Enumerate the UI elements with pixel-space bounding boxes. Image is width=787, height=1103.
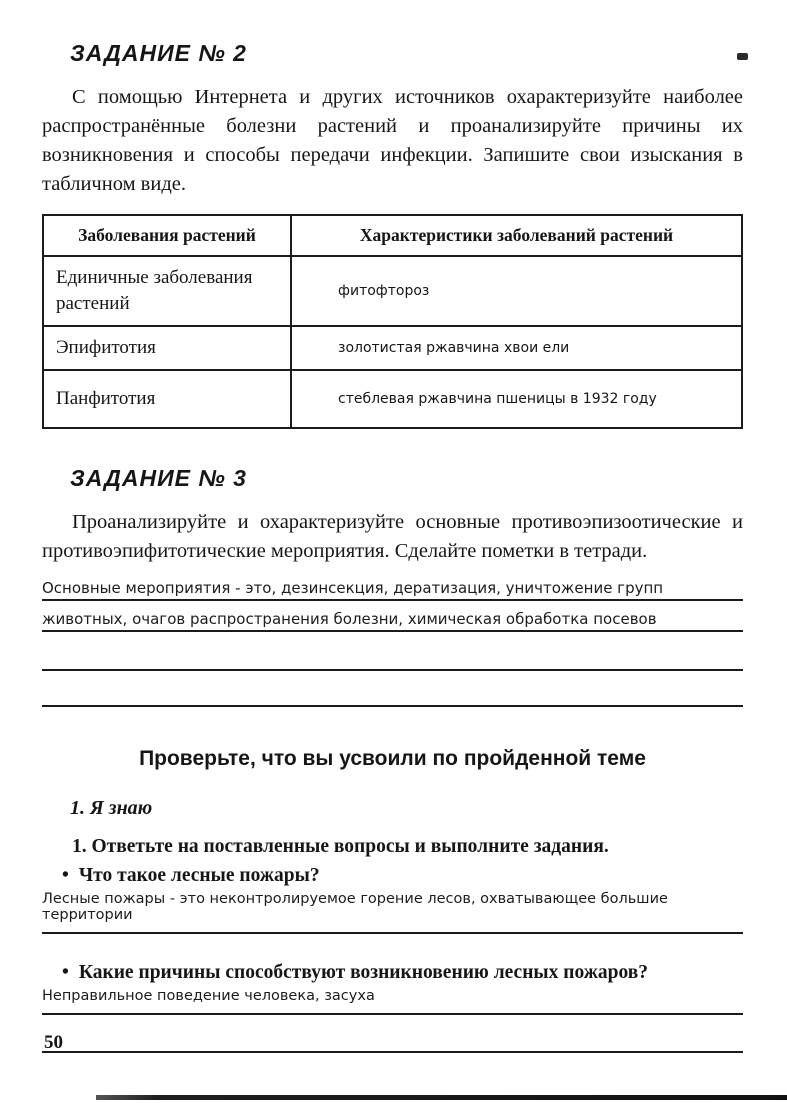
disease-term: Панфитотия xyxy=(43,370,291,428)
question-2-text: Какие причины способствуют возникновению лесных пожаров? xyxy=(78,962,649,983)
task2-heading: ЗАДАНИЕ № 2 xyxy=(70,40,247,66)
disease-term: Единичные заболевания растений xyxy=(43,256,291,326)
col-header-diseases: Заболевания растений xyxy=(43,215,291,256)
i-know-subheading: 1. Я знаю xyxy=(70,797,153,819)
bullet-icon: • xyxy=(62,962,69,983)
question-1 xyxy=(42,865,743,887)
review-instruction: 1. Ответьте на поставленные вопросы и выполните задания. xyxy=(72,836,609,857)
task2-intro-paragraph: С помощью Интернета и других источников охарактеризуйте наиболее распространённые болезни растений и проанализируйте причины их возникновения и способы передачи инфекции. Запишите свои изыскания в табличном виде. xyxy=(42,86,743,195)
plant-disease-table xyxy=(42,214,743,429)
task3-intro-paragraph: Проанализируйте и охарактеризуйте основные противоэпизоотические и противоэпифитотические мероприятия. Сделайте пометки в тетради. xyxy=(42,511,743,562)
bullet-icon: • xyxy=(62,865,69,886)
col-header-characteristics: Характеристики заболеваний растений xyxy=(291,215,742,256)
scan-artifact-bottom-edge xyxy=(96,1095,787,1100)
disease-value: золотистая ржавчина хвои ели xyxy=(291,326,742,370)
answer-ruled-line xyxy=(42,635,743,671)
answer-ruled-line xyxy=(42,671,743,707)
disease-value: фитофтороз xyxy=(291,256,742,326)
disease-value: стеблевая ржавчина пшеницы в 1932 году xyxy=(291,370,742,428)
review-section-heading: Проверьте, что вы усвоили по пройденной теме xyxy=(139,747,646,770)
scan-artifact-speck xyxy=(737,53,748,60)
question-2 xyxy=(42,962,743,984)
table-row xyxy=(43,370,742,428)
task3-written-answer: Основные мероприятия - это, дезинсекция, дератизация, уничтожение групп животных, очагов распространения болезни, химическая обработка посевов xyxy=(42,570,743,635)
answer-ruled-line xyxy=(42,1017,743,1053)
question-1-text: Что такое лесные пожары? xyxy=(78,865,320,886)
question-1-written-answer: Лесные пожары - это неконтролируемое горение лесов, охватывающее большие территории xyxy=(42,891,743,934)
table-header-row xyxy=(43,215,742,256)
question-2-written-answer: Неправильное поведение человека, засуха xyxy=(42,988,743,1015)
page-number: 50 xyxy=(44,1032,63,1053)
task3-heading: ЗАДАНИЕ № 3 xyxy=(70,465,247,491)
table-row xyxy=(43,326,742,370)
disease-term: Эпифитотия xyxy=(43,326,291,370)
table-row xyxy=(43,256,742,326)
